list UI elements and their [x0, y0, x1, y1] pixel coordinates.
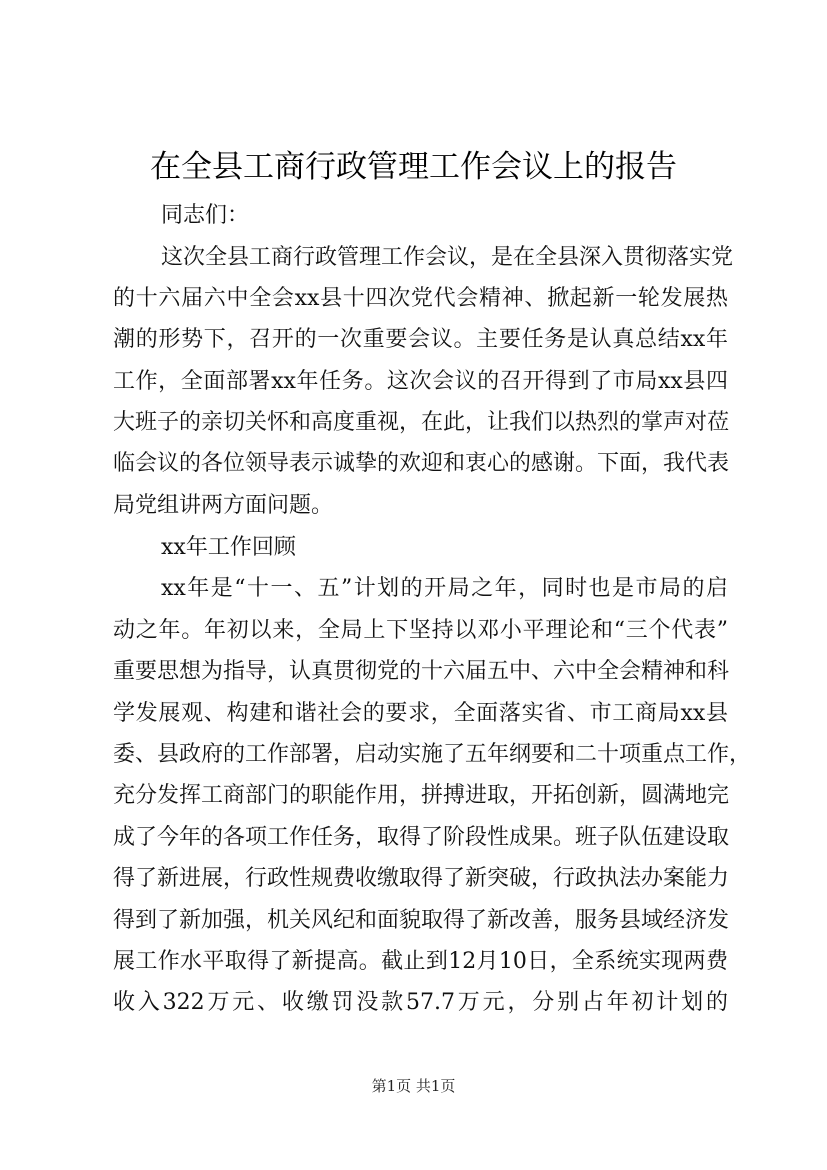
paragraph-line: xx年是“十一、五”计划的开局之年，同时也是市局的启 [161, 576, 728, 601]
paragraph-line: 重要思想为指导，认真贯彻党的十六届五中、六中全会精神和科 [113, 659, 730, 684]
paragraph-line: 得了新进展，行政性规费收缴取得了新突破，行政执法办案能力 [113, 866, 730, 891]
paragraph-line: 工作，全面部署xx年任务。这次会议的召开得到了市局xx县四 [113, 369, 728, 394]
paragraph-line: 这次全县工商行政管理工作会议，是在全县深入贯彻落实党 [161, 245, 734, 270]
section-heading: xx年工作回顾 [161, 535, 296, 560]
document-title: 在全县工商行政管理工作会议上的报告 [150, 149, 677, 185]
page-number: 第1页 共1页 [371, 1077, 456, 1095]
paragraph-line: 委、县政府的工作部署，启动实施了五年纲要和二十项重点工作， [113, 742, 752, 767]
paragraph-line: 的十六届六中全会xx县十四次党代会精神、掀起新一轮发展热 [113, 286, 728, 311]
paragraph-line: 临会议的各位领导表示诚挚的欢迎和衷心的感谢。下面，我代表 [113, 451, 730, 476]
paragraph-line: 学发展观、构建和谐社会的要求，全面落实省、市工商局xx县 [113, 701, 728, 726]
paragraph-line: 局党组讲两方面问题。 [113, 493, 334, 518]
paragraph-line: 充分发挥工商部门的职能作用，拼搏进取，开拓创新，圆满地完 [113, 783, 730, 808]
salutation: 同志们： [161, 203, 250, 228]
paragraph-line: 收入322万元、收缴罚没款57.7万元，分别占年初计划的 [113, 990, 728, 1015]
paragraph-line: 成了今年的各项工作任务，取得了阶段性成果。班子队伍建设取 [113, 825, 730, 850]
paragraph-line: 潮的形势下，召开的一次重要会议。主要任务是认真总结xx年 [113, 327, 728, 352]
paragraph-line: 动之年。年初以来，全局上下坚持以邓小平理论和“三个代表” [113, 618, 728, 643]
paragraph-line: 得到了新加强，机关风纪和面貌取得了新改善，服务县域经济发 [113, 908, 730, 933]
paragraph-line: 展工作水平取得了新提高。截止到12月10日，全系统实现两费 [113, 949, 728, 974]
paragraph-line: 大班子的亲切关怀和高度重视，在此，让我们以热烈的掌声对莅 [113, 410, 730, 435]
